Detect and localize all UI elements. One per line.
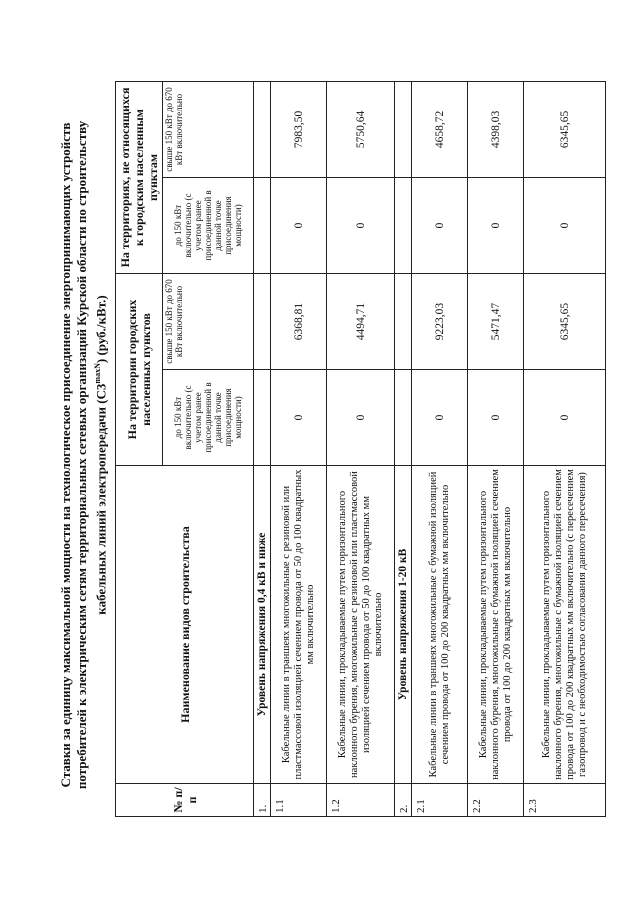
value-urban-to150: 0	[271, 370, 327, 466]
subheader-urban-150-670: свыше 150 кВт до 670 кВт включительно	[163, 273, 254, 369]
value-urban-to150: 0	[468, 370, 524, 466]
construction-type: Кабельные линии в траншеях многожильные с резиновой или пластмассовой изоляцией сечением провода от 50 до 100 квадратных мм включительно	[271, 466, 327, 784]
subheader-urban-to150: до 150 кВт включительно (с учетом ранее присоединенной в данной точке присоединения мощности)	[163, 370, 254, 466]
header-rural: На территориях, не относящихся к городским населенным пунктам	[116, 81, 163, 273]
value-rural-150-670: 5750,64	[327, 81, 395, 177]
value-urban-150-670: 9223,03	[412, 273, 468, 369]
section-row	[254, 81, 271, 816]
table-row	[271, 81, 327, 816]
table-row	[327, 81, 395, 816]
table-body	[254, 81, 606, 816]
row-number: 1.2	[327, 784, 395, 817]
value-rural-150-670: 4398,03	[468, 81, 524, 177]
value-rural-to150: 0	[271, 177, 327, 273]
subheader-rural-to150: до 150 кВт включительно (с учетом ранее присоединенной в данной точке присоединения мощности)	[163, 177, 254, 273]
value-rural-150-670: 4658,72	[412, 81, 468, 177]
row-number: 1.1	[271, 784, 327, 817]
value-rural-150-670: 6345,65	[524, 81, 606, 177]
table-row	[524, 81, 606, 816]
section-title: Уровень напряжения 1-20 кВ	[395, 466, 412, 784]
document-title	[58, 70, 109, 840]
value-rural-150-670: 7983,50	[271, 81, 327, 177]
header-num: № п/п	[116, 784, 254, 817]
value-urban-150-670: 5471,47	[468, 273, 524, 369]
value-rural-to150: 0	[524, 177, 606, 273]
value-urban-to150: 0	[412, 370, 468, 466]
empty-cell	[395, 370, 412, 466]
row-number: 1.	[254, 784, 271, 817]
section-title: Уровень напряжения 0,4 кВ и ниже	[254, 466, 271, 784]
construction-type: Кабельные линии, прокладываемые путем горизонтального наклонного бурения, многожильные с резиновой или пластмассовой изоляцией сечением провода от 50 до 100 квадратных мм включительно	[327, 466, 395, 784]
title-line-3: кабельных линий электропередачи $(С3^{maxN})$ (руб./кВт.)	[93, 295, 109, 615]
table-row	[468, 81, 524, 816]
row-number: 2.1	[412, 784, 468, 817]
value-urban-to150: 0	[327, 370, 395, 466]
table-row	[412, 81, 468, 816]
construction-type: Кабельные линии в траншеях многожильные с бумажной изоляцией сечением провода от 100 до 200 квадратных мм включительно	[412, 466, 468, 784]
construction-type: Кабельные линии, прокладываемые путем горизонтального наклонного бурения, многожильные с бумажной изоляцией сечением провода от 100 до 200 квадратных мм включительно	[468, 466, 524, 784]
row-number: 2.3	[524, 784, 606, 817]
value-urban-150-670: 6368,81	[271, 273, 327, 369]
empty-cell	[395, 273, 412, 369]
empty-cell	[254, 273, 271, 369]
value-rural-to150: 0	[327, 177, 395, 273]
header-urban: На территории городских населенных пунктов	[116, 273, 163, 465]
empty-cell	[395, 81, 412, 177]
value-urban-150-670: 4494,71	[327, 273, 395, 369]
empty-cell	[395, 177, 412, 273]
empty-cell	[254, 370, 271, 466]
value-urban-to150: 0	[524, 370, 606, 466]
construction-type: Кабельные линии, прокладываемые путем горизонтального наклонного бурения, многожильные с бумажной изоляцией сечением провода от 100 до 200 квадратных мм включительно (с пересечением газопровод и с необходимостью согласования данного пересечения)	[524, 466, 606, 784]
row-number: 2.	[395, 784, 412, 817]
value-urban-150-670: 6345,65	[524, 273, 606, 369]
title-line-1: Ставки за единицу максимальной мощности на технологическое присоединение энергопринимающих устройств	[58, 122, 73, 788]
empty-cell	[254, 177, 271, 273]
rates-table	[115, 81, 606, 817]
subheader-rural-150-670: свыше 150 кВт до 670 кВт включительно	[163, 81, 254, 177]
section-row	[395, 81, 412, 816]
empty-cell	[254, 81, 271, 177]
value-rural-to150: 0	[412, 177, 468, 273]
value-rural-to150: 0	[468, 177, 524, 273]
title-line-2: потребителей к электрическим сетям территориальных сетевых организаций Курской области по строительству	[74, 120, 89, 790]
header-name: Наименование видов строительства	[116, 466, 254, 784]
row-number: 2.2	[468, 784, 524, 817]
